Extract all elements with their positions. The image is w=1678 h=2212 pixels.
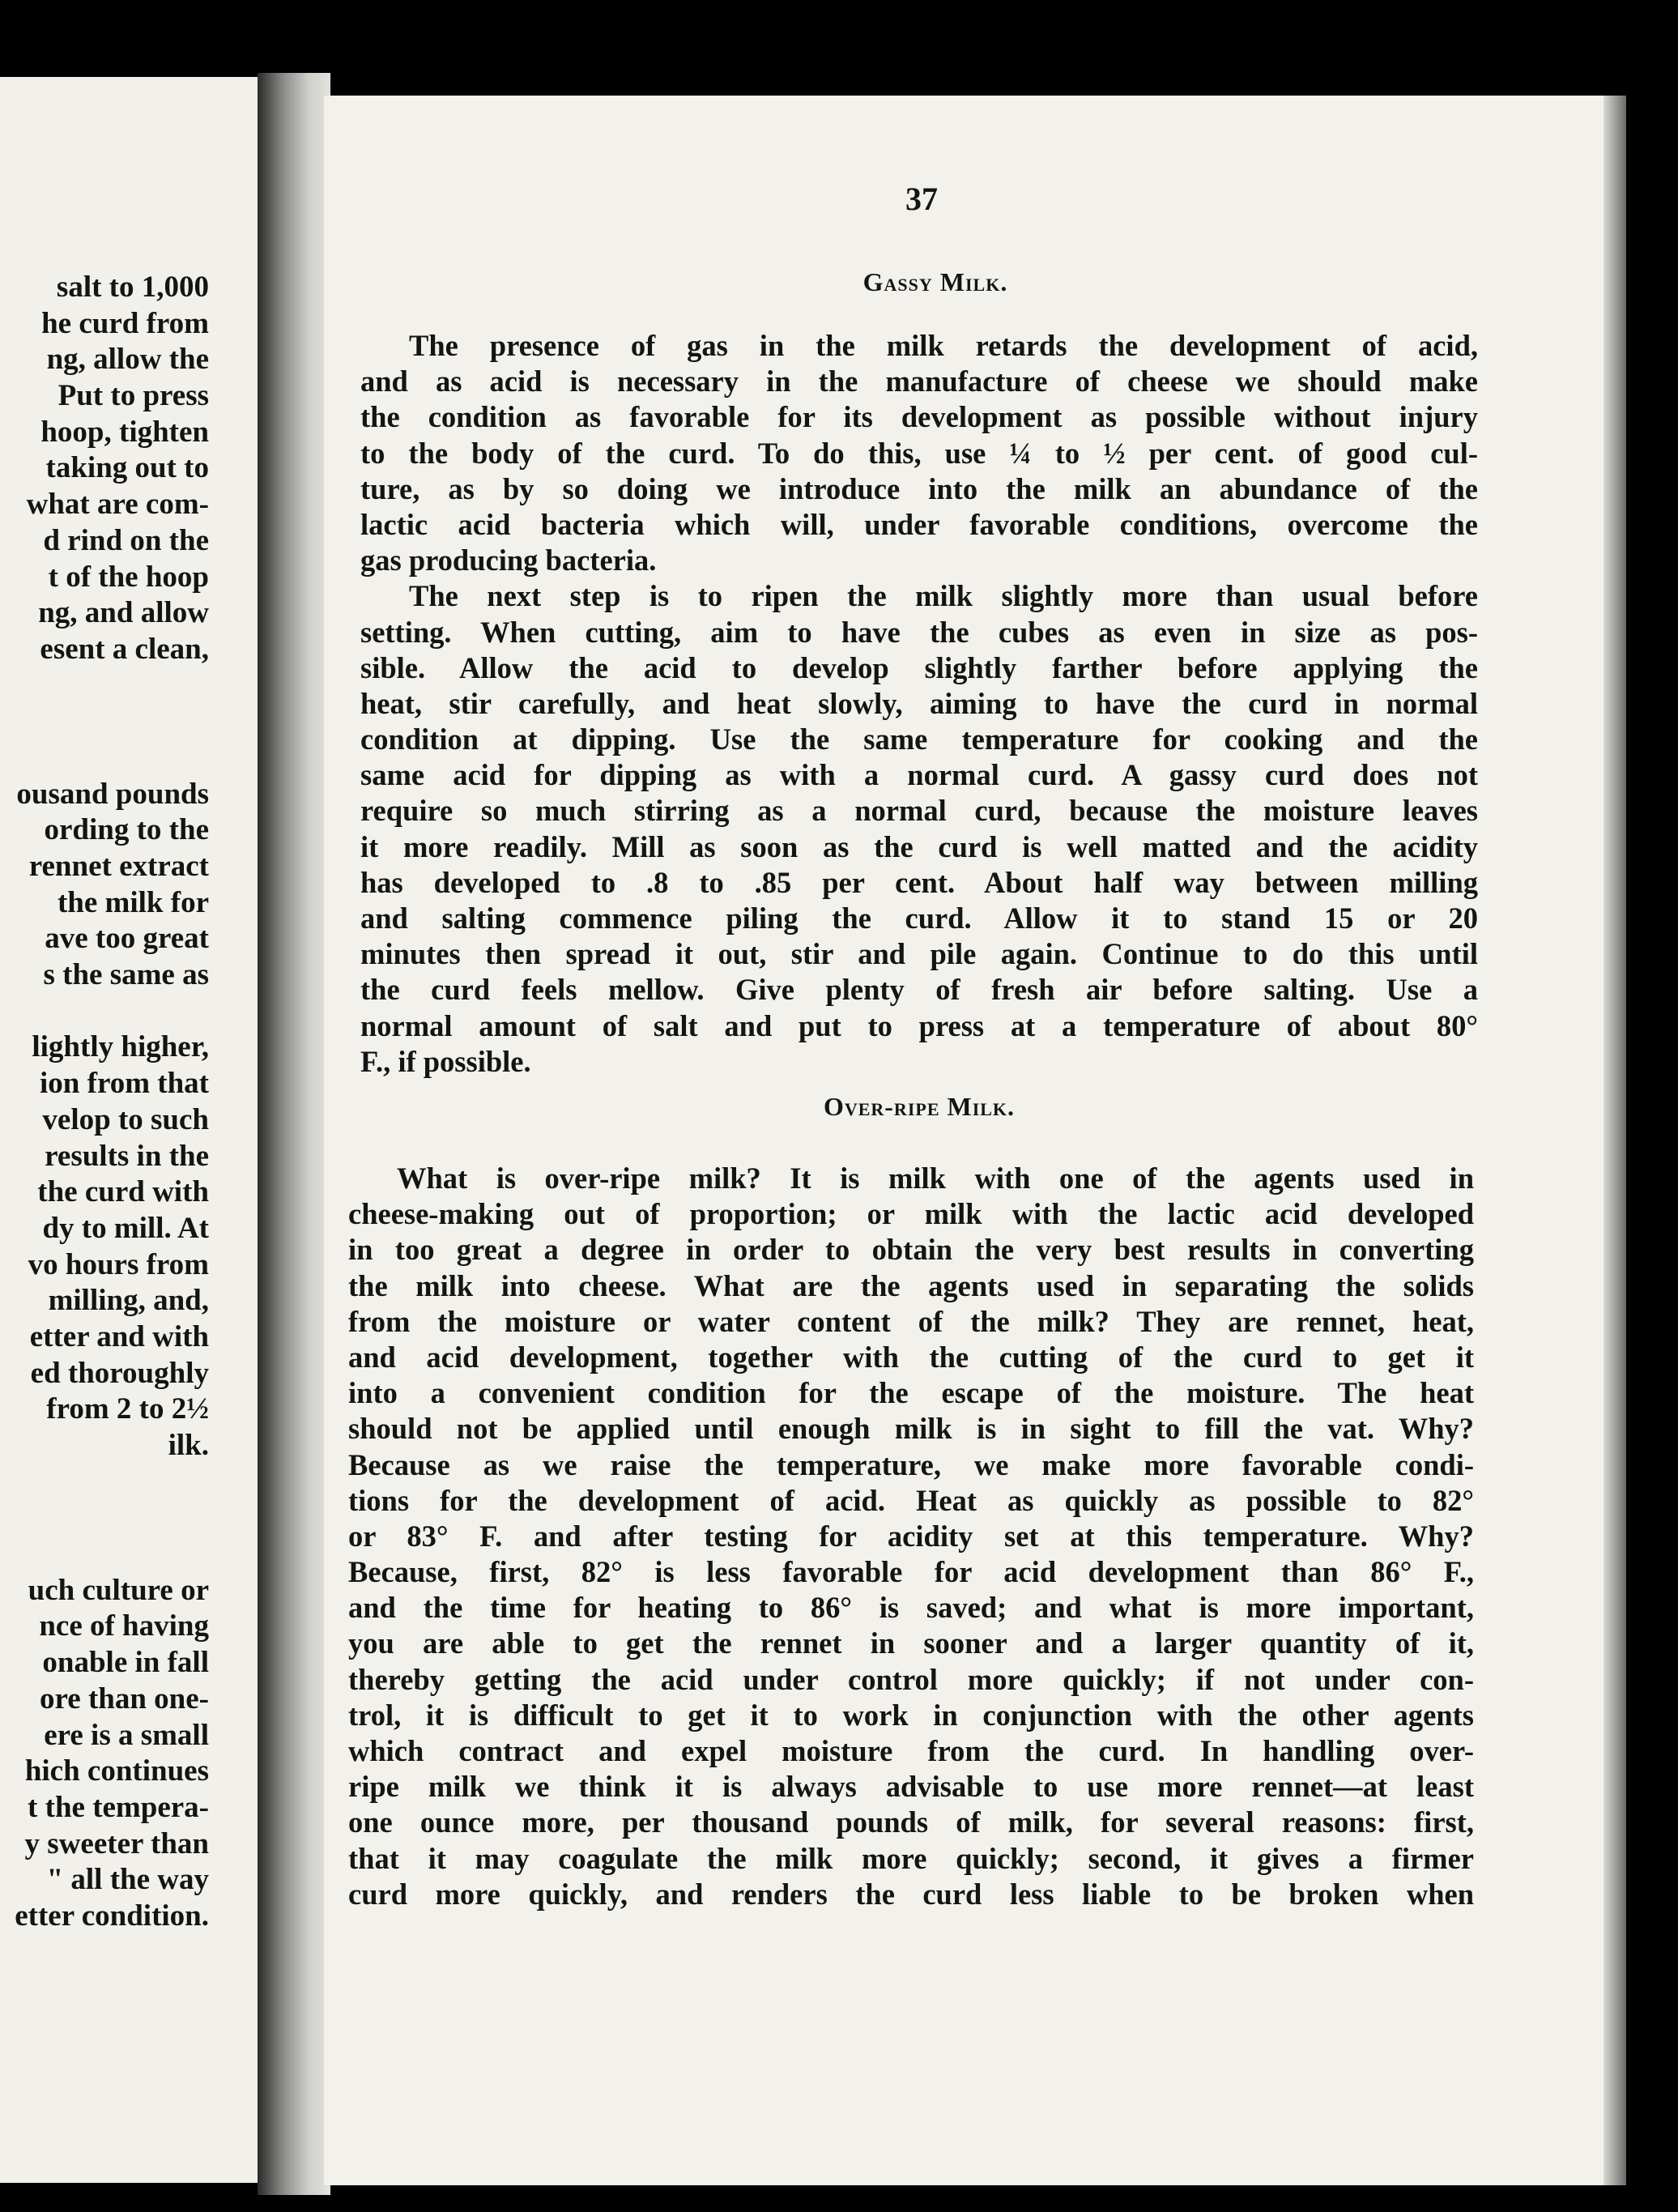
text-line: into a convenient condition for the escape of the moisture. The heat [348,1376,1474,1410]
text-line: the milk into cheese. What are the agents used in separating the solids [348,1268,1474,1302]
text-line: ording to the [44,813,209,847]
text-line: hoop, tighten [40,415,209,449]
page-number: 37 [905,181,938,217]
text-line: has developed to .8 to .85 per cent. About half way between milling [360,865,1478,899]
text-line: lactic acid bacteria which will, under favorable conditions, overcome the [360,507,1478,541]
text-line: curd more quickly, and renders the curd less liable to be broken when [348,1877,1474,1911]
text-line: minutes then spread it out, stir and pile again. Continue to do this until [360,937,1478,971]
text-line: ng, and allow [38,596,209,630]
text-line: same acid for dipping as with a normal curd. A gassy curd does not [360,758,1478,792]
text-line: Put to press [57,379,209,413]
text-line: ion from that [40,1067,209,1101]
page [324,96,1603,2185]
text-line: in too great a degree in order to obtain the very best results in converting [348,1233,1474,1267]
text-line: to the body of the curd. To do this, use ¼ to ½ per cent. of good cul- [360,436,1478,470]
text-line: and acid development, together with the cutting of the curd to get it [348,1340,1474,1374]
text-line: F., if possible. [360,1044,531,1078]
text-line: that it may coagulate the milk more quickly; second, it gives a firmer [348,1841,1474,1875]
text-line: " all the way [46,1863,209,1897]
text-line: results in the [45,1139,209,1173]
text-line: The presence of gas in the milk retards the development of acid, [409,329,1478,362]
text-line: normal amount of salt and put to press at a temperature of about 80° [360,1008,1478,1042]
text-line: y sweeter than [24,1826,209,1860]
text-line: condition at dipping. Use the same temperature for cooking and the [360,722,1478,757]
text-line: ore than one- [40,1681,209,1715]
section-body-over-ripe-milk [348,1161,1474,1912]
section-body-gassy-milk [360,328,1478,1080]
text-line: velop to such [42,1102,209,1136]
text-line: hich continues [24,1754,209,1788]
text-line: ed thoroughly [30,1356,209,1390]
text-line [0,1536,209,1573]
text-line: uch culture or [28,1573,209,1607]
previous-page-fragment [0,77,259,2183]
text-line: etter condition. [15,1899,209,1933]
text-line: the condition as favorable for its development as possible without injury [360,400,1478,434]
text-line: should not be applied until enough milk is in sight to fill the vat. Why? [348,1412,1474,1446]
text-line [0,704,209,740]
text-line: taking out to [45,451,209,485]
text-line: nce of having [39,1609,209,1643]
text-line: sible. Allow the acid to develop slightly farther before applying the [360,650,1478,684]
text-line: and the time for heating to 86° is saved; and what is more important, [348,1591,1474,1625]
text-line: cheese-making out of proportion; or milk with the lactic acid developed [348,1197,1474,1231]
text-line: you are able to get the rennet in sooner and a larger quantity of it, [348,1626,1474,1660]
text-line: and salting commence piling the curd. Allow it to stand 15 or 20 [360,901,1478,935]
text-line: dy to mill. At [42,1211,209,1245]
text-line: ere is a small [44,1718,209,1752]
text-line: ave too great [45,922,209,956]
text-line: what are com- [26,488,209,522]
text-line: it more readily. Mill as soon as the curd is well matted and the acidity [360,829,1478,863]
text-line: Because, first, 82° is less favorable for acid development than 86° F., [348,1555,1474,1589]
text-line: d rind on the [43,523,209,557]
text-line [0,994,209,1030]
section-heading-over-ripe-milk: Over-ripe Milk. [823,1092,1016,1121]
previous-page-text [0,270,209,1935]
text-line: rennet extract [28,850,209,883]
text-line: from the moisture or water content of the milk? They are rennet, heat, [348,1304,1474,1338]
text-line: one ounce more, per thousand pounds of milk, for several reasons: first, [348,1805,1474,1839]
text-line: require so much stirring as a normal curd, because the moisture leaves [360,794,1478,828]
text-line: heat, stir carefully, and heat slowly, aiming to have the curd in normal [360,686,1478,720]
text-line: ousand pounds [16,777,209,811]
text-line: t of the hoop [48,560,209,594]
text-line: trol, it is difficult to get it to work in conjunction with the other agents [348,1698,1474,1732]
text-line: ripe milk we think it is always advisable to use more rennet—at least [348,1770,1474,1804]
text-line: thereby getting the acid under control more quickly; if not under con- [348,1662,1474,1696]
text-line: and as acid is necessary in the manufacture of cheese we should make [360,364,1478,399]
text-line [0,1464,209,1501]
text-line [0,1500,209,1536]
text-line: tions for the development of acid. Heat as quickly as possible to 82° [348,1483,1474,1517]
text-line: t the tempera- [28,1790,209,1824]
text-line: esent a clean, [40,632,209,666]
text-line: What is over-ripe milk? It is milk with one of the agents used in [397,1161,1474,1195]
text-line: lightly higher, [32,1030,209,1064]
text-line [0,740,209,777]
text-line: setting. When cutting, aim to have the cubes as even in size as pos- [360,615,1478,649]
text-line: vo hours from [28,1247,209,1281]
text-line [0,668,209,705]
text-line: etter and with [29,1319,209,1353]
text-line: s the same as [43,958,209,992]
text-line: ng, allow the [46,343,209,377]
text-line: the curd with [37,1175,209,1209]
text-line: the milk for [57,885,209,919]
section-heading-gassy-milk: Gassy Milk. [862,267,1008,296]
text-line: which contract and expel moisture from the curd. In handling over- [348,1734,1474,1767]
text-line: gas producing bacteria. [360,543,657,578]
text-line: from 2 to 2½ [46,1392,209,1426]
text-line: salt to 1,000 [56,271,209,304]
text-line: milling, and, [48,1284,209,1318]
text-line: Because as we raise the temperature, we make more favorable condi- [348,1447,1474,1481]
text-line: the curd feels mellow. Give plenty of fresh air before salting. Use a [360,973,1478,1007]
text-line: or 83° F. and after testing for acidity set at this temperature. Why? [348,1519,1474,1553]
text-line: ilk. [168,1429,209,1462]
text-line: ture, as by so doing we introduce into the milk an abundance of the [360,471,1478,505]
text-line: he curd from [41,306,209,340]
text-line: The next step is to ripen the milk slightly more than usual before [409,579,1478,613]
book-gutter [258,73,330,2195]
text-line: onable in fall [42,1646,209,1680]
